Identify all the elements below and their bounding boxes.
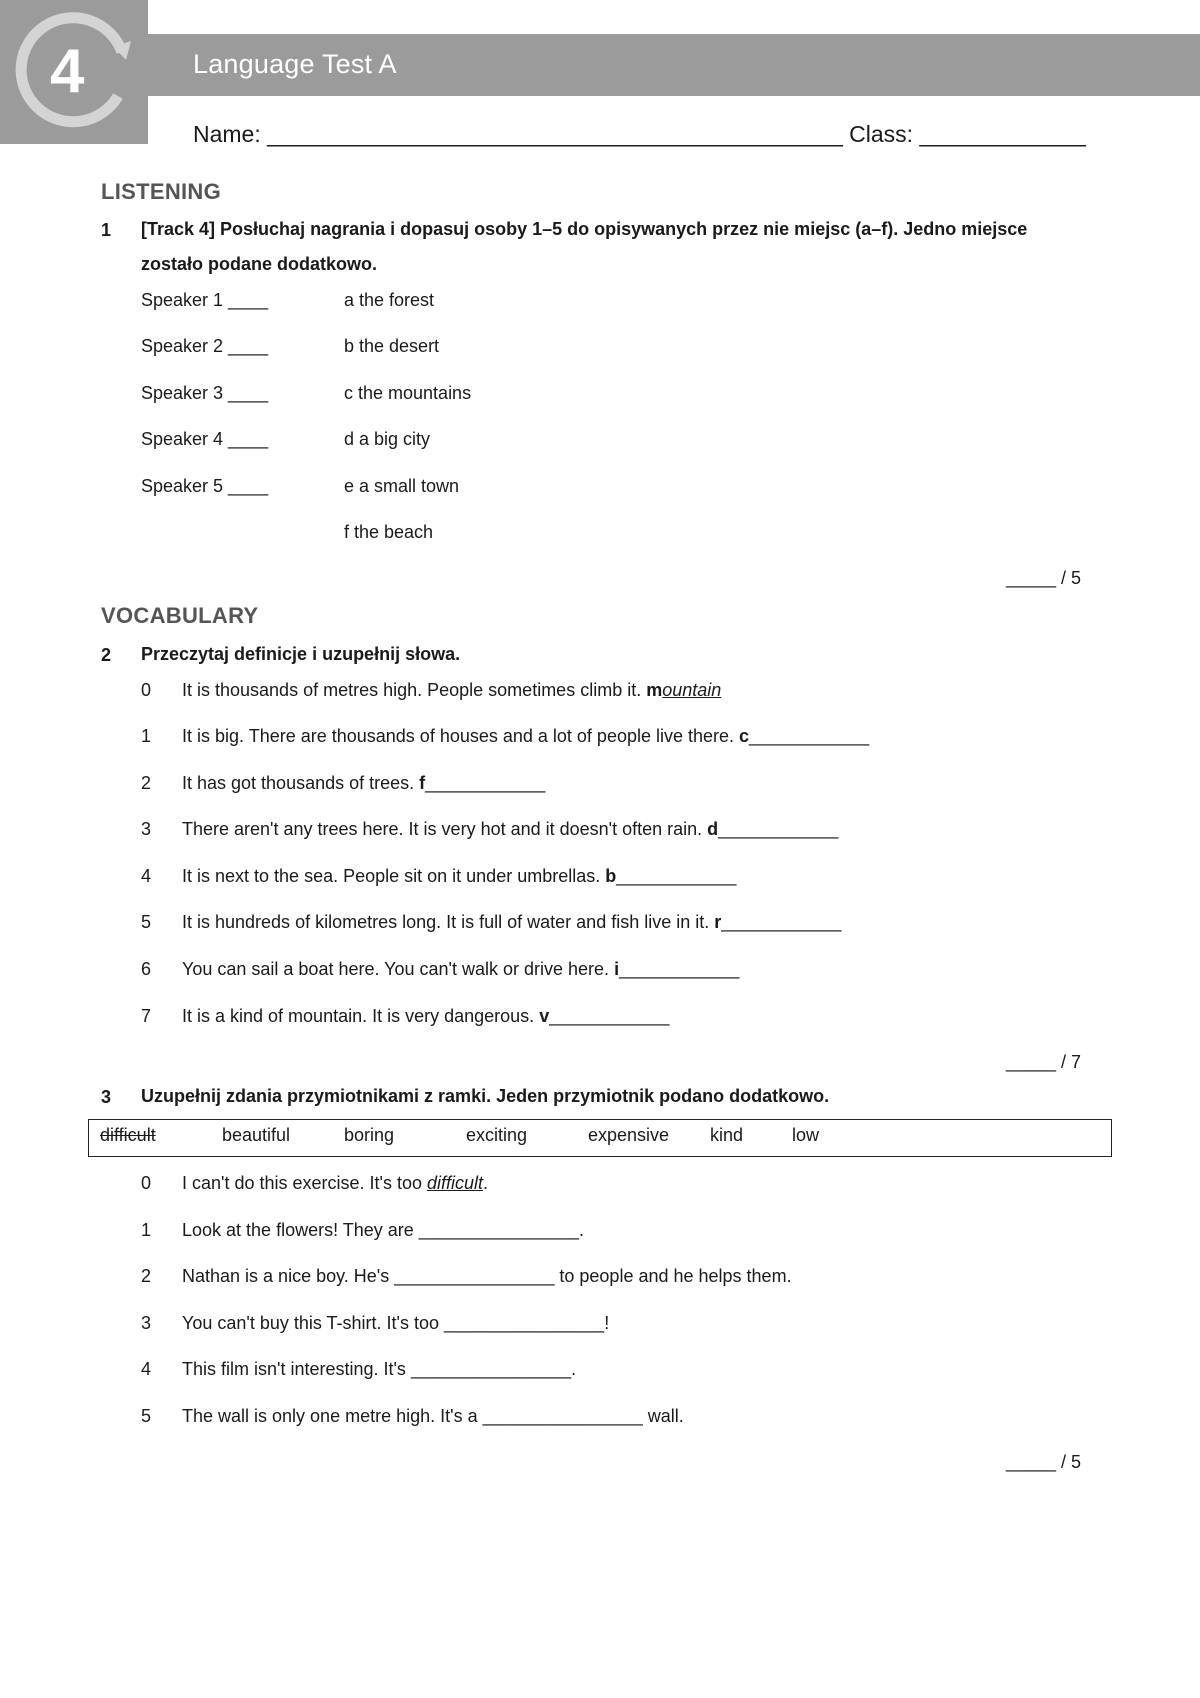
vocab-item-2: It has got thousands of trees. f____________ <box>182 773 546 793</box>
answer-blank[interactable]: ____________ <box>718 819 839 839</box>
unit-badge <box>0 0 148 144</box>
task-1-score[interactable]: _____ / 5 <box>1006 568 1082 588</box>
adj-item-number: 5 <box>141 1406 152 1426</box>
vocab-item-number: 3 <box>141 819 152 839</box>
class-field[interactable]: _____________ <box>919 121 1086 147</box>
answer-blank[interactable]: ________________ <box>444 1313 605 1333</box>
answer-blank[interactable]: ________________ <box>410 1359 572 1379</box>
adj-item-number: 1 <box>141 1220 152 1240</box>
page-title: Language Test A <box>193 49 397 79</box>
class-label: Class: <box>849 121 914 147</box>
adj-item-2: Nathan is a nice boy. He's ________________ to people and he helps them. <box>182 1266 792 1286</box>
adj-item-number: 0 <box>141 1173 152 1193</box>
vocab-item-1: It is big. There are thousands of houses and a lot of people live there. c____________ <box>182 726 870 746</box>
example-answer: difficult <box>427 1173 484 1193</box>
adj-item-4: This film isn't interesting. It's ________________. <box>182 1359 577 1379</box>
answer-blank[interactable]: ____________ <box>616 866 737 886</box>
task-1-number: 1 <box>101 220 112 240</box>
name-label: Name: <box>193 121 261 147</box>
answer-blank[interactable]: ____________ <box>549 1006 670 1026</box>
vocab-item-number: 0 <box>141 680 152 700</box>
answer-blank[interactable]: ____________ <box>619 959 740 979</box>
example-answer: ountain <box>662 680 722 700</box>
vocab-item-5: It is hundreds of kilometres long. It is full of water and fish live in it. r____________ <box>182 912 842 932</box>
box-word: beautiful <box>222 1125 291 1145</box>
adj-item-3: You can't buy this T-shirt. It's too ________________! <box>182 1313 610 1333</box>
box-word-used: difficult <box>100 1125 156 1145</box>
listening-heading: LISTENING <box>101 179 222 204</box>
vocab-item-number: 1 <box>141 726 152 746</box>
vocab-item-6: You can sail a boat here. You can't walk or drive here. i____________ <box>182 959 740 979</box>
adj-item-5: The wall is only one metre high. It's a ________________ wall. <box>182 1406 684 1426</box>
adj-item-number: 3 <box>141 1313 152 1333</box>
answer-blank[interactable]: ____________ <box>425 773 546 793</box>
task-2-score[interactable]: _____ / 7 <box>1006 1052 1082 1072</box>
place-c: c the mountains <box>344 383 472 403</box>
place-d: d a big city <box>344 429 431 449</box>
speaker-3[interactable]: Speaker 3 ____ <box>141 383 269 403</box>
adj-item-1: Look at the flowers! They are ________________. <box>182 1220 584 1240</box>
answer-blank[interactable]: ________________ <box>394 1266 555 1286</box>
name-class-line <box>193 121 1086 148</box>
vocab-item-4: It is next to the sea. People sit on it under umbrellas. b____________ <box>182 866 737 886</box>
task-3-instruction: Uzupełnij zdania przymiotnikami z ramki. Jeden przymiotnik podano dodatkowo. <box>141 1086 830 1106</box>
adj-item-number: 2 <box>141 1266 152 1286</box>
adj-item-0: I can't do this exercise. It's too difficult. <box>182 1173 489 1193</box>
unit-number: 4 <box>50 37 85 106</box>
box-word: expensive <box>588 1125 670 1145</box>
answer-blank[interactable]: ________________ <box>482 1406 643 1426</box>
vocab-item-7: It is a kind of mountain. It is very dangerous. v____________ <box>182 1006 670 1026</box>
task-3-number: 3 <box>101 1087 112 1107</box>
answer-blank[interactable]: ________________ <box>418 1220 579 1240</box>
vocab-item-number: 7 <box>141 1006 152 1026</box>
box-word: exciting <box>466 1125 528 1145</box>
speaker-4[interactable]: Speaker 4 ____ <box>141 429 269 449</box>
name-field[interactable]: _____________________________________________ <box>267 121 843 147</box>
box-word: boring <box>344 1125 395 1145</box>
place-f: f the beach <box>344 522 434 542</box>
vocab-item-number: 5 <box>141 912 152 932</box>
answer-blank[interactable]: ____________ <box>749 726 870 746</box>
answer-blank[interactable]: ____________ <box>721 912 842 932</box>
place-b: b the desert <box>344 336 440 356</box>
box-word: low <box>792 1125 820 1145</box>
vocab-item-number: 4 <box>141 866 152 886</box>
task-1-instruction: [Track 4] Posłuchaj nagrania i dopasuj osoby 1–5 do opisywanych przez nie miejsc (a–f). Jedno miejsce zostało podane dodatkowo. <box>141 219 1028 274</box>
task-2-number: 2 <box>101 645 112 665</box>
task-2-instruction: Przeczytaj definicje i uzupełnij słowa. <box>141 644 461 664</box>
place-e: e a small town <box>344 476 460 496</box>
speaker-1[interactable]: Speaker 1 ____ <box>141 290 269 310</box>
box-word: kind <box>710 1125 744 1145</box>
vocab-item-3: There aren't any trees here. It is very hot and it doesn't often rain. d____________ <box>182 819 839 839</box>
vocab-item-0: It is thousands of metres high. People sometimes climb it. mountain <box>182 680 722 700</box>
task-3-score[interactable]: _____ / 5 <box>1006 1452 1082 1472</box>
vocabulary-heading: VOCABULARY <box>101 603 259 628</box>
place-a: a the forest <box>344 290 435 310</box>
vocab-item-number: 2 <box>141 773 152 793</box>
speaker-5[interactable]: Speaker 5 ____ <box>141 476 269 496</box>
speaker-2[interactable]: Speaker 2 ____ <box>141 336 269 356</box>
vocab-item-number: 6 <box>141 959 152 979</box>
adj-item-number: 4 <box>141 1359 152 1379</box>
